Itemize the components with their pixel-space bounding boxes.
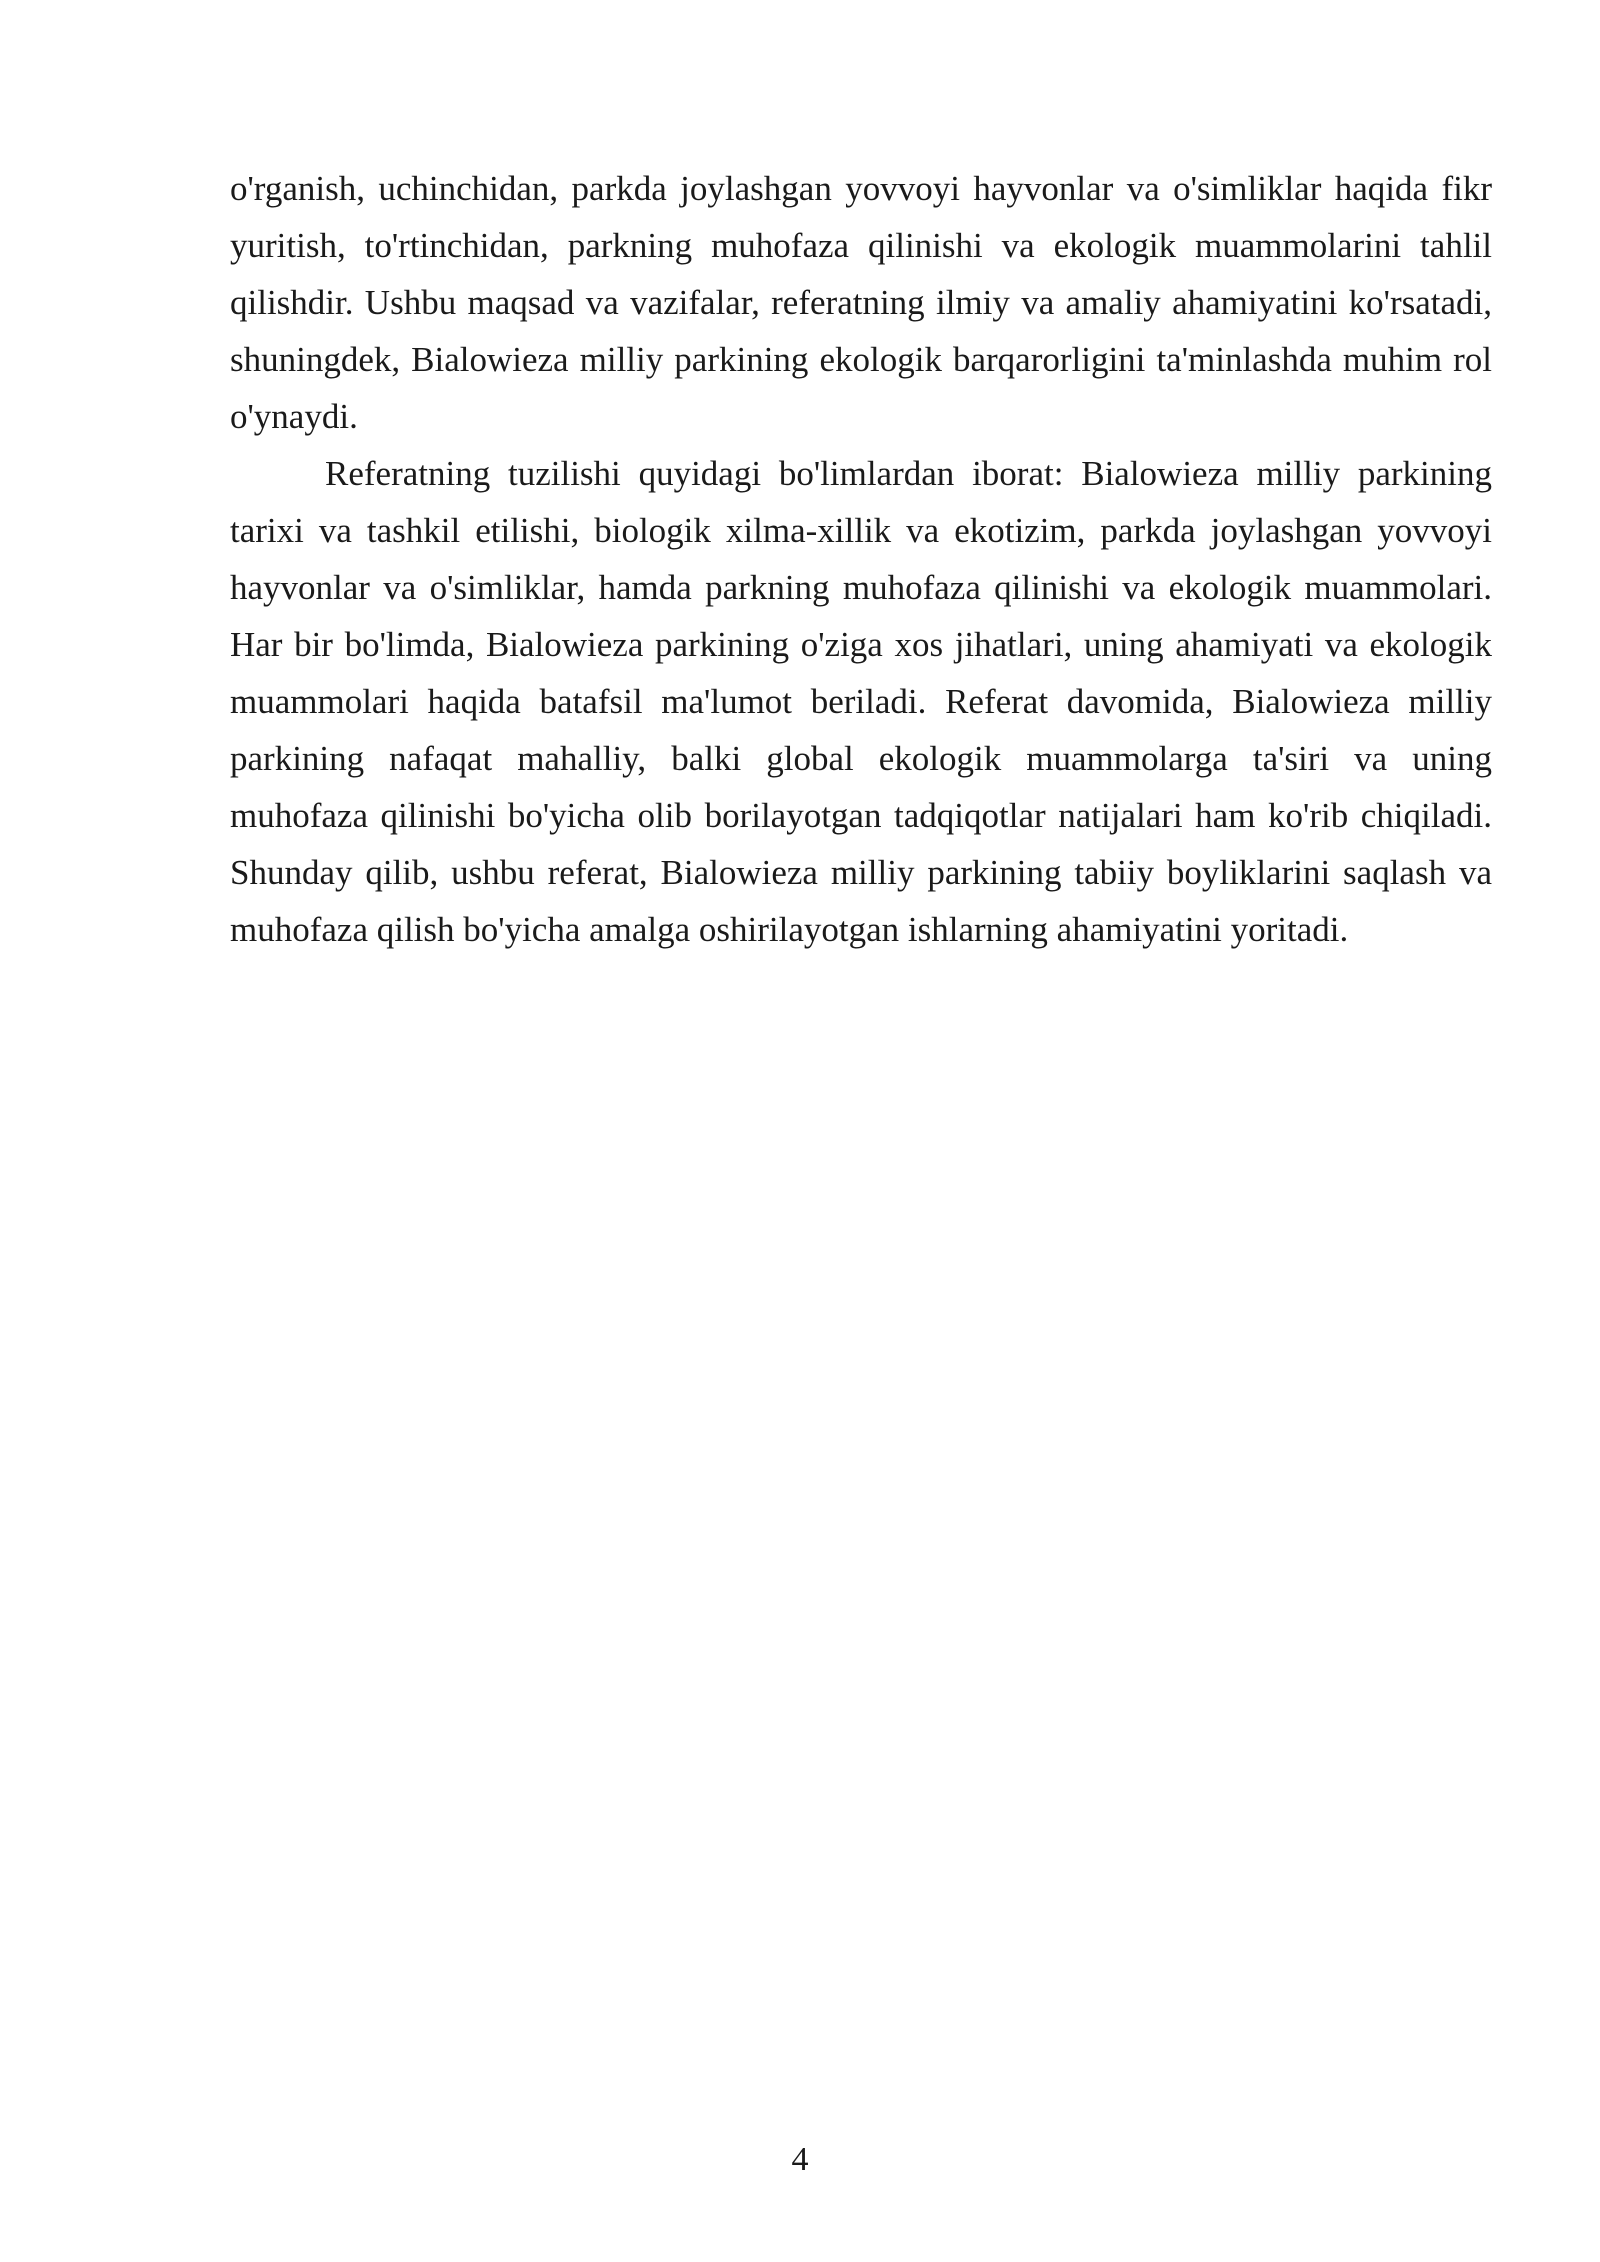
body-text (230, 160, 1492, 958)
page-number: 4 (791, 2141, 809, 2178)
paragraph-structure: Referatning tuzilishi quyidagi bo'limlardan iborat: Bialowieza milliy parkining tarixi va tashkil etilishi, biologik xilma-xillik va ekotizim, parkda joylashgan yovvoyi hayvonlar va o'simliklar, hamda parkning muhofaza qilinishi va ekologik muammolari. Har bir bo'limda, Bialowieza parkining o'ziga xos jihatlari, uning ahamiyati va ekologik muammolari haqida batafsil ma'lumot beriladi. Referat davomida, Bialowieza milliy parkining nafaqat mahalliy, balki global ekologik muammolarga ta'siri va uning muhofaza qilinishi bo'yicha olib borilayotgan tadqiqotlar natijalari ham ko'rib chiqiladi. Shunday qilib, ushbu referat, Bialowieza milliy parkining tabiiy boyliklarini saqlash va muhofaza qilish bo'yicha amalga oshirilayotgan ishlarning ahamiyatini yoritadi. (230, 454, 1492, 949)
paragraph-continuation: o'rganish, uchinchidan, parkda joylashgan yovvoyi hayvonlar va o'simliklar haqida fikr yuritish, to'rtinchidan, parkning muhofaza qilinishi va ekologik muammolarini tahlil qilishdir. Ushbu maqsad va vazifalar, referatning ilmiy va amaliy ahamiyatini ko'rsatadi, shuningdek, Bialowieza milliy parkining ekologik barqarorligini ta'minlashda muhim rol o'ynaydi. (230, 169, 1492, 436)
